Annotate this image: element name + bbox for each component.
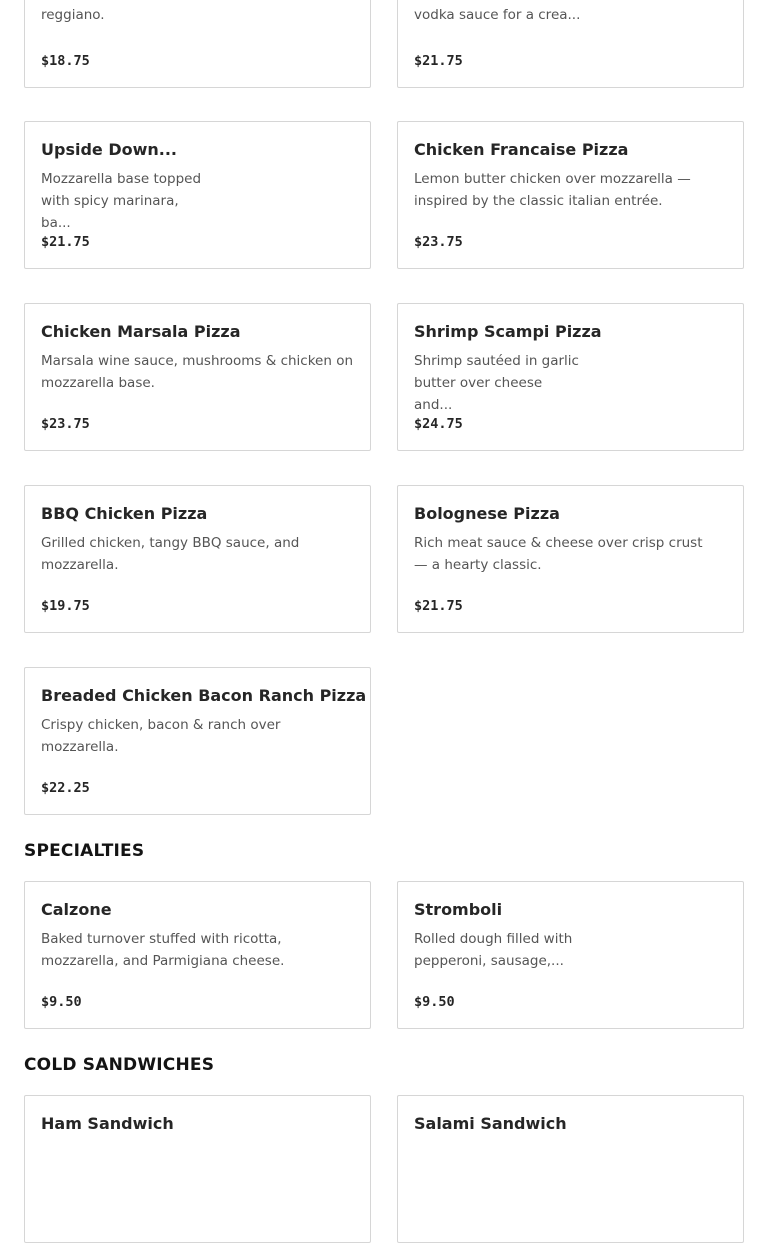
menu-item-card[interactable] bbox=[397, 881, 744, 1029]
menu-item-price: $21.75 bbox=[41, 234, 90, 250]
menu-item-price: $23.75 bbox=[41, 416, 90, 432]
menu-item-description: Marsala wine sauce, mushrooms & chicken on mozzarella base. bbox=[41, 353, 354, 391]
menu-item-card[interactable] bbox=[24, 881, 371, 1029]
menu-item-price: $18.75 bbox=[41, 53, 90, 69]
section-heading-cold-sandwiches: COLD SANDWICHES bbox=[24, 1055, 215, 1075]
menu-item-card[interactable] bbox=[24, 0, 371, 88]
menu-item-name: Stromboli bbox=[414, 900, 503, 919]
menu-item-price: $24.75 bbox=[414, 416, 463, 432]
menu-item-card[interactable] bbox=[24, 121, 371, 269]
menu-item-description: Rolled dough filled with pepperoni, sausage,... bbox=[414, 931, 573, 969]
menu-item-card[interactable] bbox=[24, 303, 371, 451]
menu-item-price: $21.75 bbox=[414, 53, 463, 69]
menu-item-description: Rich meat sauce & cheese over crisp crust — a hearty classic. bbox=[414, 535, 703, 573]
menu-item-card[interactable] bbox=[397, 303, 744, 451]
menu-item-name: Chicken Francaise Pizza bbox=[414, 140, 629, 159]
menu-item-name: Shrimp Scampi Pizza bbox=[414, 322, 602, 341]
menu-item-name: BBQ Chicken Pizza bbox=[41, 504, 208, 523]
menu-item-description: Grilled chicken, tangy BBQ sauce, and mozzarella. bbox=[41, 535, 300, 573]
menu-item-price: $19.75 bbox=[41, 598, 90, 614]
menu-item-card[interactable] bbox=[397, 1095, 744, 1243]
menu-item-description: Lemon butter chicken over mozzarella — inspired by the classic italian entrée. bbox=[414, 171, 691, 209]
menu-item-price: $21.75 bbox=[414, 598, 463, 614]
menu-item-card[interactable] bbox=[24, 1095, 371, 1243]
menu-item-name: Calzone bbox=[41, 900, 112, 919]
menu-item-name: Salami Sandwich bbox=[414, 1114, 567, 1133]
menu-item-card[interactable] bbox=[397, 121, 744, 269]
menu-item-card[interactable] bbox=[24, 667, 371, 815]
menu-item-card[interactable] bbox=[24, 485, 371, 633]
menu-item-name: Breaded Chicken Bacon Ranch Pizza bbox=[41, 686, 367, 705]
menu-item-price: $9.50 bbox=[41, 994, 82, 1010]
menu-item-name: Upside Down... bbox=[41, 140, 178, 159]
menu-item-card[interactable] bbox=[397, 0, 744, 88]
menu-item-price: $9.50 bbox=[414, 994, 455, 1010]
menu-item-description: Crispy chicken, bacon & ranch over mozzarella. bbox=[41, 717, 281, 755]
menu-item-description: Shrimp sautéed in garlic butter over cheese and... bbox=[414, 353, 579, 413]
menu-item-name: Bolognese Pizza bbox=[414, 504, 560, 523]
menu-item-card[interactable] bbox=[397, 485, 744, 633]
menu-item-name: Chicken Marsala Pizza bbox=[41, 322, 241, 341]
menu-item-name: Ham Sandwich bbox=[41, 1114, 174, 1133]
menu-item-price: $23.75 bbox=[414, 234, 463, 250]
menu-item-description: Mozzarella base topped with spicy marinara, ba... bbox=[41, 171, 202, 231]
section-heading-specialties: SPECIALTIES bbox=[24, 841, 145, 861]
menu-item-price: $22.25 bbox=[41, 780, 90, 796]
menu-item-description: reggiano. bbox=[41, 7, 105, 23]
menu-item-description: vodka sauce for a crea... bbox=[414, 7, 581, 23]
menu-item-description: Baked turnover stuffed with ricotta, mozzarella, and Parmigiana cheese. bbox=[41, 931, 285, 969]
